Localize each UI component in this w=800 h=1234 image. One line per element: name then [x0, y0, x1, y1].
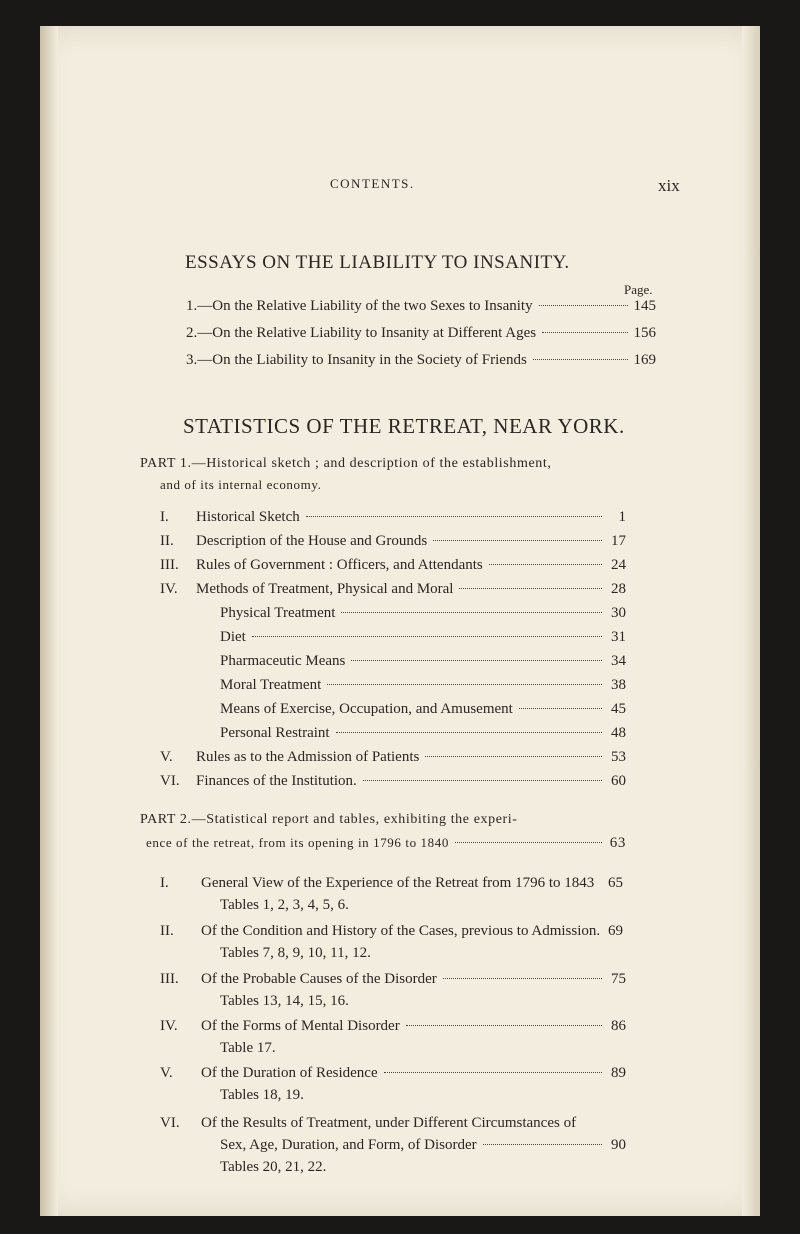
entry-numeral: II.: [160, 533, 174, 549]
entry-numeral: I.: [160, 875, 169, 891]
part1-heading-continued: and of its internal economy.: [160, 477, 322, 492]
entry-numeral: VI.: [160, 773, 180, 789]
toc-entry: Rules as to the Admission of Patients 53: [196, 749, 626, 765]
toc-entry-page: 65: [608, 875, 623, 891]
toc-entry: Of the Duration of Residence 89: [201, 1065, 626, 1081]
entry-numeral: V.: [160, 749, 173, 765]
toc-subentry: Moral Treatment 38: [220, 677, 626, 693]
entry-numeral: VI.: [160, 1115, 180, 1131]
toc-entry: Finances of the Institution. 60: [196, 773, 626, 789]
toc-entry-tables: Tables 13, 14, 15, 16.: [220, 993, 349, 1009]
toc-entry-tables: Tables 18, 19.: [220, 1087, 304, 1103]
toc-subentry: Pharmaceutic Means 34: [220, 653, 626, 669]
toc-entry-continued: Sex, Age, Duration, and Form, of Disorder 90: [220, 1137, 626, 1153]
toc-entry-label: Of the Results of Treatment, under Different Circumstances of: [201, 1115, 577, 1131]
toc-subentry: Personal Restraint 48: [220, 725, 626, 741]
entry-numeral: II.: [160, 923, 174, 939]
part2-heading: PART 2.—Statistical report and tables, exhibiting the experi-: [140, 812, 518, 827]
entry-numeral: IV.: [160, 1018, 178, 1034]
part1-heading: PART 1.—Historical sketch ; and description of the establishment,: [140, 456, 552, 471]
entry-numeral: IV.: [160, 581, 178, 597]
toc-entry-tables: Tables 1, 2, 3, 4, 5, 6.: [220, 897, 349, 913]
toc-entry: Historical Sketch 1: [196, 509, 626, 525]
toc-subentry: Means of Exercise, Occupation, and Amusement 45: [220, 701, 626, 717]
statistics-title: STATISTICS OF THE RETREAT, NEAR YORK.: [183, 414, 625, 438]
page-edge-shade: [742, 26, 760, 1216]
toc-entry-page: 69: [608, 923, 623, 939]
toc-entry: Of the Forms of Mental Disorder 86: [201, 1018, 626, 1034]
page-gutter-shade: [40, 26, 58, 1216]
toc-entry-label: Of the Condition and History of the Cases, previous to Admission.: [201, 923, 601, 939]
toc-entry-tables: Tables 7, 8, 9, 10, 11, 12.: [220, 945, 371, 961]
toc-entry-tables: Tables 20, 21, 22.: [220, 1159, 327, 1175]
toc-subentry: Diet 31: [220, 629, 626, 645]
entry-numeral: III.: [160, 971, 179, 987]
toc-entry: Description of the House and Grounds 17: [196, 533, 626, 549]
book-page: [40, 26, 760, 1216]
entry-numeral: V.: [160, 1065, 173, 1081]
part2-heading-continued: ence of the retreat, from its opening in 1796 to 1840 63: [146, 835, 626, 851]
essay-entry: 3.—On the Liability to Insanity in the Society of Friends 169: [186, 352, 656, 368]
toc-entry-tables: Table 17.: [220, 1040, 276, 1056]
page-column-label: Page.: [624, 282, 653, 297]
essay-entry: 1.—On the Relative Liability of the two Sexes to Insanity 145: [186, 298, 656, 314]
toc-entry-label: General View of the Experience of the Retreat from 1796 to 1843: [201, 875, 595, 891]
toc-entry: Methods of Treatment, Physical and Moral 28: [196, 581, 626, 597]
toc-entry: Rules of Government : Officers, and Attendants 24: [196, 557, 626, 573]
toc-subentry: Physical Treatment 30: [220, 605, 626, 621]
entry-numeral: III.: [160, 557, 179, 573]
essays-title: ESSAYS ON THE LIABILITY TO INSANITY.: [185, 252, 570, 273]
running-title: CONTENTS.: [330, 176, 415, 191]
entry-numeral: I.: [160, 509, 169, 525]
page-folio: xix: [658, 176, 680, 195]
toc-entry: Of the Probable Causes of the Disorder 75: [201, 971, 626, 987]
essay-entry: 2.—On the Relative Liability to Insanity at Different Ages 156: [186, 325, 656, 341]
